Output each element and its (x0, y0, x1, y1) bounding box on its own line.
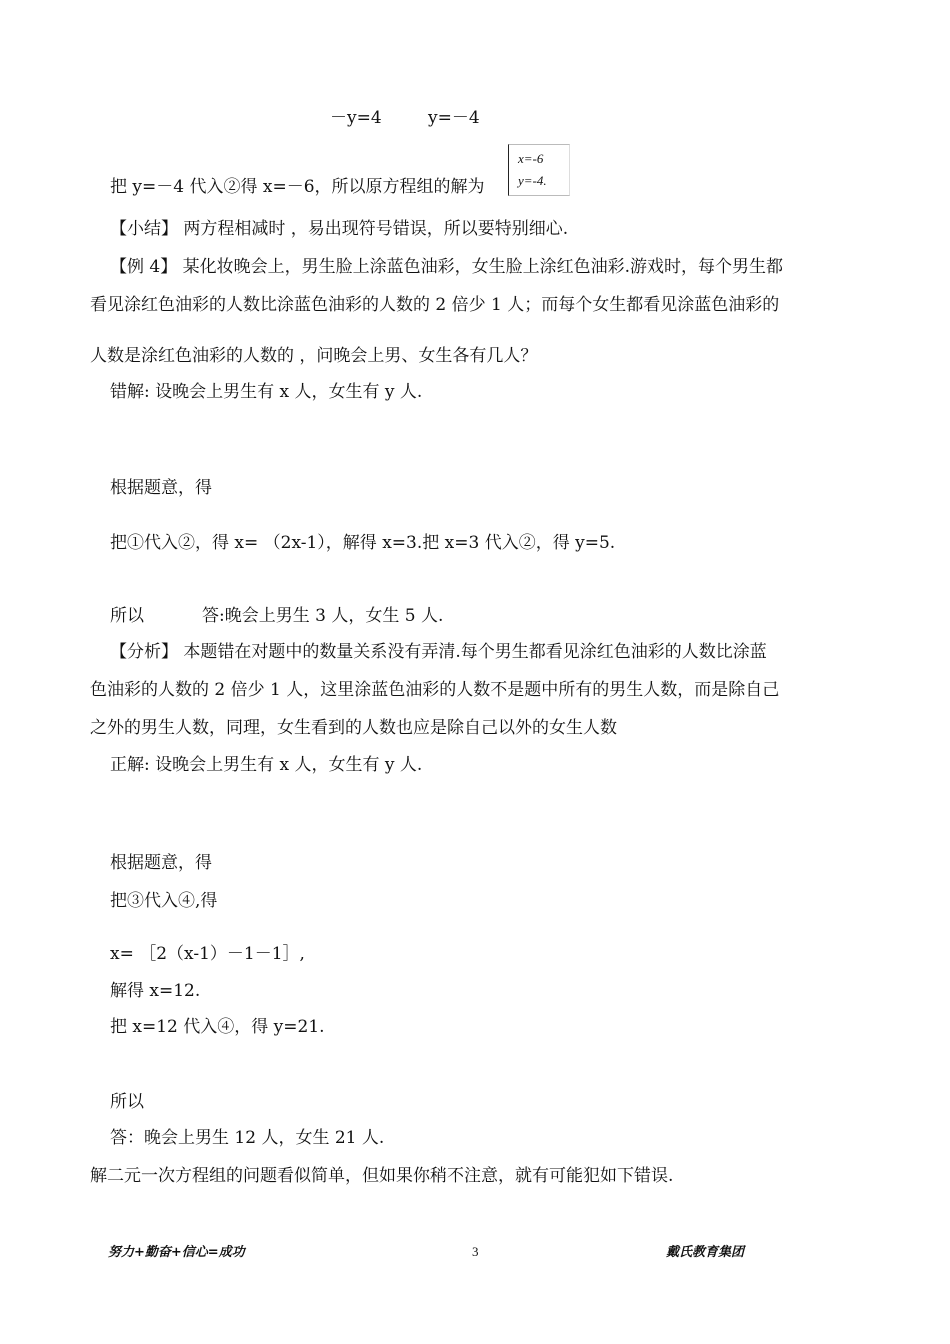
example-4-line-1: 【例 4】 某化妆晚会上，男生脸上涂蓝色油彩，女生脸上涂红色油彩.游戏时，每个男生都 (110, 257, 784, 277)
correct-solution-substitute: 把③代入④,得 (110, 891, 218, 911)
system-x-value: x=-6 (518, 151, 544, 166)
summary-line: 【小结】 两方程相减时 ，易出现符号错误，所以要特别细心. (110, 219, 569, 239)
footer-organization: 戴氏教育集团 (666, 1245, 745, 1260)
equation-result: y=－4 (428, 108, 480, 128)
correct-solution-equation: x= ［2（x-1）－1－1］, (110, 944, 305, 964)
example-4-line-2: 看见涂红色油彩的人数比涂蓝色油彩的人数的 2 倍少 1 人；而每个女生都看见涂蓝色油彩的 (90, 295, 780, 315)
correct-solution-answer: 答：晚会上男生 12 人，女生 21 人. (110, 1128, 385, 1148)
system-y-value: y=-4. (518, 173, 547, 188)
analysis-line-1: 【分析】 本题错在对题中的数量关系没有弄清.每个男生都看见涂红色油彩的人数比涂蓝 (110, 642, 767, 662)
equation-system-image (508, 144, 570, 196)
wrong-solution-setup: 根据题意，得 (110, 478, 212, 498)
correct-solution-y: 把 x=12 代入④，得 y=21. (110, 1017, 325, 1037)
correct-solution-so: 所以 (110, 1092, 144, 1112)
footer-motto: 努力+勤奋+信心=成功 (108, 1245, 245, 1260)
page-number: 3 (472, 1244, 479, 1259)
closing-line: 解二元一次方程组的问题看似简单，但如果你稍不注意，就有可能犯如下错误. (90, 1166, 674, 1186)
analysis-line-2: 色油彩的人数的 2 倍少 1 人，这里涂蓝色油彩的人数不是题中所有的男生人数，而是除自己 (90, 680, 780, 700)
correct-solution-setup: 根据题意，得 (110, 853, 212, 873)
wrong-solution-answer: 答:晚会上男生 3 人，女生 5 人. (202, 606, 444, 626)
correct-solution-x: 解得 x=12. (110, 981, 201, 1001)
wrong-solution-so: 所以 (110, 606, 144, 626)
wrong-solution-substitute: 把①代入②，得 x= （2x-1），解得 x=3.把 x=3 代入②，得 y=5. (110, 533, 616, 553)
example-4-line-3: 人数是涂红色油彩的人数的 ，问晚会上男、女生各有几人？ (90, 346, 538, 366)
equation-line: －y=4 (330, 108, 382, 128)
analysis-line-3: 之外的男生人数，同理，女生看到的人数也应是除自己以外的女生人数 (90, 718, 617, 738)
solution-line: 把 y=－4 代入②得 x=－6，所以原方程组的解为 (110, 177, 485, 197)
correct-solution-intro: 正解: 设晚会上男生有 x 人，女生有 y 人. (110, 755, 423, 775)
wrong-solution-intro: 错解: 设晚会上男生有 x 人，女生有 y 人. (110, 382, 423, 402)
